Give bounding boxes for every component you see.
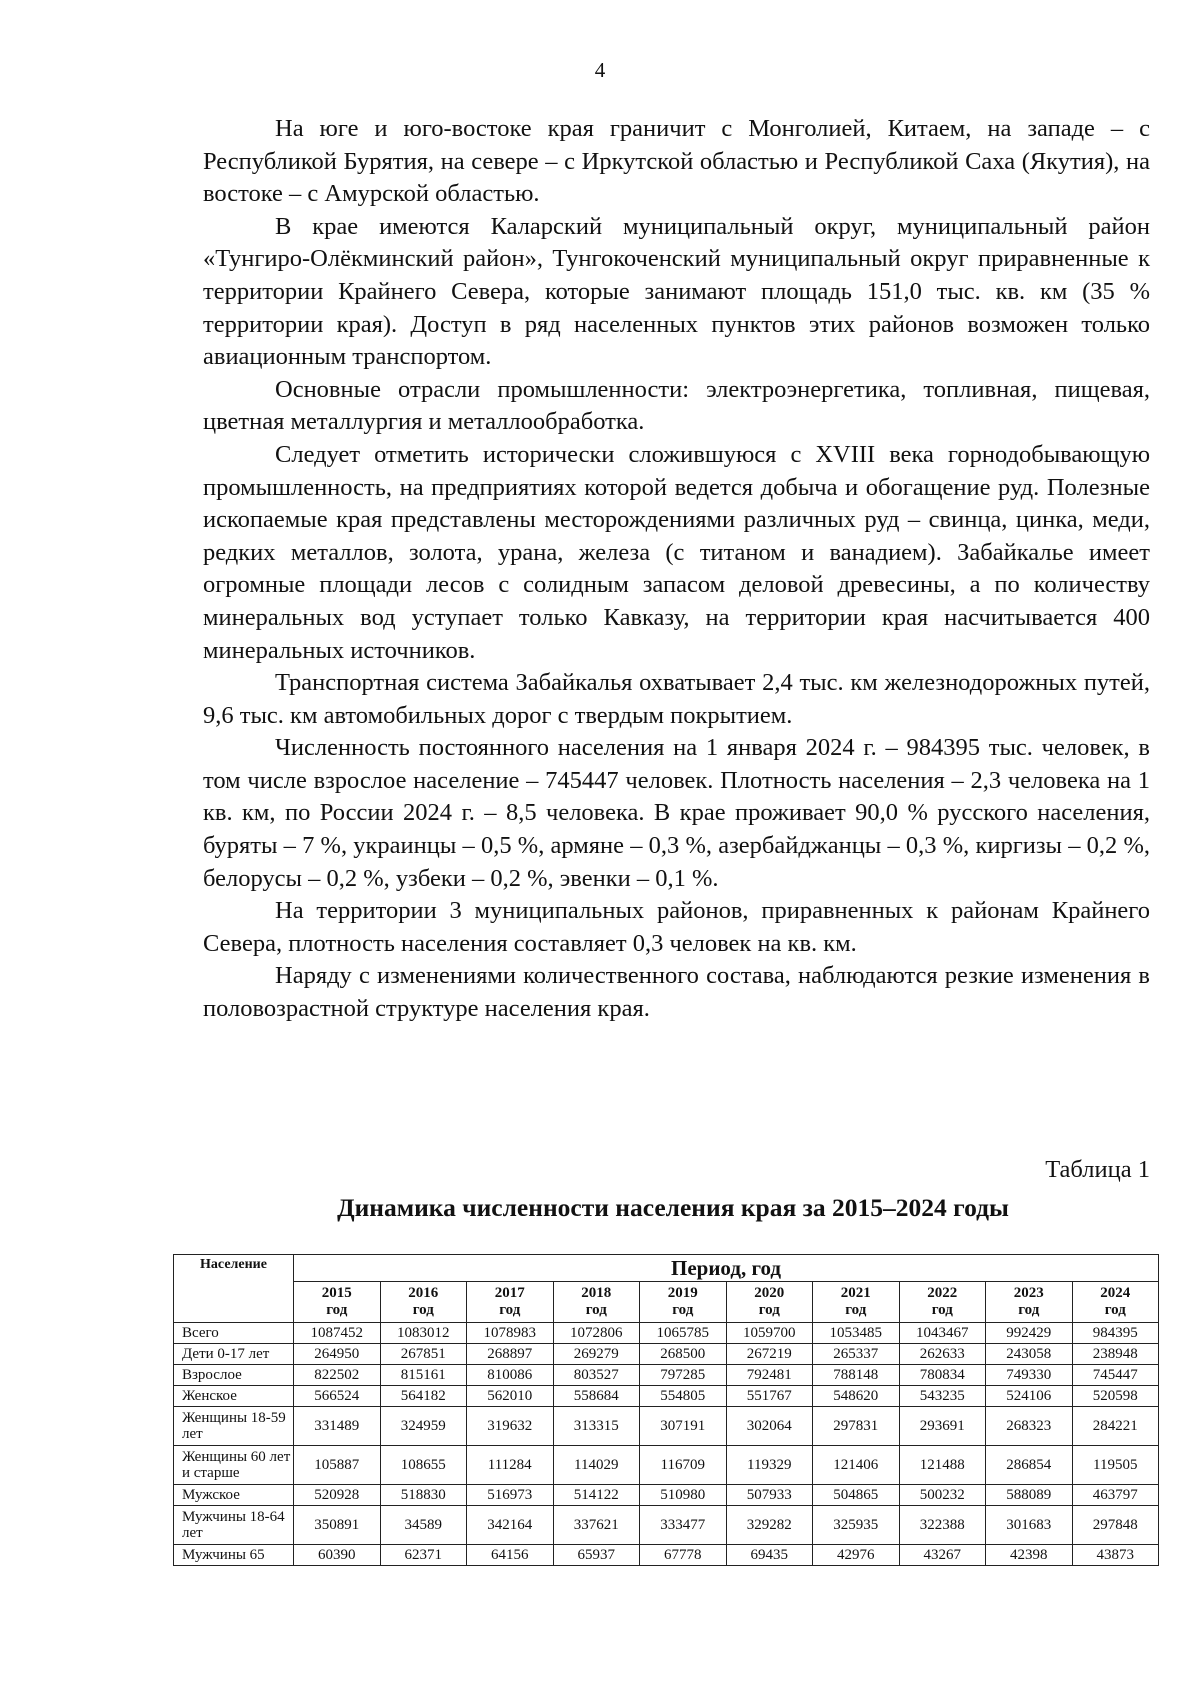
table-cell: 510980	[640, 1485, 727, 1506]
table-cell: 514122	[553, 1485, 640, 1506]
body-text	[203, 113, 1150, 1026]
table-cell: 269279	[553, 1344, 640, 1365]
table-title: Динамика численности населения края за 2015–2024 годы	[337, 1193, 1009, 1222]
table-cell: 342164	[467, 1506, 554, 1545]
year-header	[380, 1282, 467, 1323]
table-cell: 780834	[899, 1365, 986, 1386]
year-header	[899, 1282, 986, 1323]
year-header	[553, 1282, 640, 1323]
table-cell: 297848	[1072, 1506, 1159, 1545]
table-cell: 815161	[380, 1365, 467, 1386]
year-unit: год	[499, 1302, 521, 1318]
table-cell: 749330	[986, 1365, 1073, 1386]
table-cell: 119329	[726, 1446, 813, 1485]
population-table	[173, 1254, 1159, 1566]
table-row	[174, 1545, 1159, 1566]
table-cell: 324959	[380, 1407, 467, 1446]
table-cell: 301683	[986, 1506, 1073, 1545]
year-header-row	[174, 1282, 1159, 1323]
table-cell: 108655	[380, 1446, 467, 1485]
year-value: 2016	[408, 1285, 439, 1301]
year-value: 2022	[927, 1285, 958, 1301]
table-cell: 588089	[986, 1485, 1073, 1506]
table-cell: 564182	[380, 1386, 467, 1407]
table-row	[174, 1344, 1159, 1365]
paragraph: Наряду с изменениями количественного состава, наблюдаются резкие изменения в половозрастной структуре населения края.	[203, 962, 1150, 1023]
table-cell: 42398	[986, 1545, 1073, 1566]
year-value: 2019	[667, 1285, 698, 1301]
table-cell: 1072806	[553, 1323, 640, 1344]
table-cell: 551767	[726, 1386, 813, 1407]
table-cell: 566524	[294, 1386, 381, 1407]
paragraph: Основные отрасли промышленности: электроэнергетика, топливная, пищевая, цветная металлургия и металлообработка.	[203, 375, 1150, 436]
table-label: Таблица 1	[1045, 1156, 1150, 1183]
row-label: Женщины 60 лет и старше	[174, 1446, 294, 1485]
table-cell: 463797	[1072, 1485, 1159, 1506]
table-cell: 121488	[899, 1446, 986, 1485]
table-row	[174, 1323, 1159, 1344]
table-cell: 69435	[726, 1545, 813, 1566]
table-cell: 558684	[553, 1386, 640, 1407]
table-cell: 293691	[899, 1407, 986, 1446]
table-cell: 43873	[1072, 1545, 1159, 1566]
table-cell: 518830	[380, 1485, 467, 1506]
table-row	[174, 1407, 1159, 1446]
table-cell: 119505	[1072, 1446, 1159, 1485]
table-cell: 562010	[467, 1386, 554, 1407]
row-label: Взрослое	[174, 1365, 294, 1386]
year-header	[1072, 1282, 1159, 1323]
table-cell: 262633	[899, 1344, 986, 1365]
table-body	[174, 1323, 1159, 1566]
table-row	[174, 1365, 1159, 1386]
table-cell: 548620	[813, 1386, 900, 1407]
table-cell: 788148	[813, 1365, 900, 1386]
row-label: Всего	[174, 1323, 294, 1344]
year-header	[986, 1282, 1073, 1323]
year-unit: год	[931, 1302, 953, 1318]
table-cell: 1083012	[380, 1323, 467, 1344]
year-unit: год	[326, 1302, 348, 1318]
table-cell: 350891	[294, 1506, 381, 1545]
year-header	[726, 1282, 813, 1323]
table-cell: 331489	[294, 1407, 381, 1446]
year-header	[813, 1282, 900, 1323]
row-label: Мужчины 65	[174, 1545, 294, 1566]
table-cell: 1065785	[640, 1323, 727, 1344]
table-cell: 34589	[380, 1506, 467, 1545]
table-cell: 313315	[553, 1407, 640, 1446]
paragraph: В крае имеются Каларский муниципальный округ, муниципальный район «Тунгиро-Олёкминский район», Тунгокоченский муниципальный округ приравненные к территории Крайнего Севера, которые занимают площадь 151,0 тыс. кв. км (35 % территории края). Доступ в ряд населенных пунктов этих районов возможен только авиационным транспортом.	[203, 212, 1150, 371]
table-cell: 268897	[467, 1344, 554, 1365]
table-cell: 1043467	[899, 1323, 986, 1344]
year-value: 2021	[840, 1285, 871, 1301]
paragraph: Транспортная система Забайкалья охватывает 2,4 тыс. км железнодорожных путей, 9,6 тыс. км автомобильных дорог с твердым покрытием.	[203, 669, 1150, 729]
table-cell: 243058	[986, 1344, 1073, 1365]
table-cell: 822502	[294, 1365, 381, 1386]
row-label: Женщины 18-59 лет	[174, 1407, 294, 1446]
year-unit: год	[585, 1302, 607, 1318]
table-cell: 286854	[986, 1446, 1073, 1485]
table-cell: 42976	[813, 1545, 900, 1566]
table-row	[174, 1485, 1159, 1506]
corner-header: Население	[174, 1255, 294, 1323]
table-cell: 60390	[294, 1545, 381, 1566]
table-cell: 543235	[899, 1386, 986, 1407]
table-cell: 121406	[813, 1446, 900, 1485]
table-cell: 810086	[467, 1365, 554, 1386]
paragraph: На территории 3 муниципальных районов, приравненных к районам Крайнего Севера, плотность населения составляет 0,3 человек на кв. км.	[203, 897, 1150, 957]
table-cell: 329282	[726, 1506, 813, 1545]
year-value: 2018	[581, 1285, 612, 1301]
year-value: 2023	[1013, 1285, 1044, 1301]
year-header	[640, 1282, 727, 1323]
table-cell: 792481	[726, 1365, 813, 1386]
table-cell: 803527	[553, 1365, 640, 1386]
table-cell: 111284	[467, 1446, 554, 1485]
year-unit: год	[758, 1302, 780, 1318]
table-cell: 507933	[726, 1485, 813, 1506]
table-cell: 302064	[726, 1407, 813, 1446]
table-cell: 992429	[986, 1323, 1073, 1344]
table-cell: 307191	[640, 1407, 727, 1446]
table-cell: 984395	[1072, 1323, 1159, 1344]
table-cell: 524106	[986, 1386, 1073, 1407]
table-cell: 1053485	[813, 1323, 900, 1344]
row-label: Мужчины 18-64 лет	[174, 1506, 294, 1545]
table-cell: 500232	[899, 1485, 986, 1506]
page-number: 4	[594, 58, 606, 82]
paragraph: Численность постоянного населения на 1 января 2024 г. – 984395 тыс. человек, в том числе взрослое население – 745447 человек. Плотность населения – 2,3 человека на 1 кв. км, по России 2024 г. – 8,5 человека. В крае проживает 90,0 % русского населения, буряты – 7 %, украинцы – 0,5 %, армяне – 0,3 %, азербайджанцы – 0,3 %, киргизы – 0,2 %, белорусы – 0,2 %, узбеки – 0,2 %, эвенки – 0,1 %.	[203, 734, 1150, 892]
paragraph: Следует отметить исторически сложившуюся с XVIII века горнодобывающую промышленность, на предприятиях которой ведется добыча и обогащение руд. Полезные ископаемые края представлены месторождениями различных руд – свинца, цинка, меди, редких металлов, золота, урана, железа (с титаном и ванадием). Забайкалье имеет огромные площади лесов с солидным запасом деловой древесины, а по количеству минеральных вод уступает только Кавказу, на территории края насчитывается 400 минеральных источников.	[203, 440, 1150, 664]
paragraph: На юге и юго-востоке края граничит с Монголией, Китаем, на западе – с Республикой Бурятия, на севере – с Иркутской областью и Республикой Саха (Якутия), на востоке – с Амурской областью.	[203, 115, 1150, 208]
table-row	[174, 1386, 1159, 1407]
table-cell: 62371	[380, 1545, 467, 1566]
table-cell: 267851	[380, 1344, 467, 1365]
table-cell: 105887	[294, 1446, 381, 1485]
table-cell: 1059700	[726, 1323, 813, 1344]
year-header	[467, 1282, 554, 1323]
table-cell: 745447	[1072, 1365, 1159, 1386]
table-cell: 797285	[640, 1365, 727, 1386]
period-header: Период, год	[294, 1255, 1159, 1282]
year-value: 2017	[494, 1285, 525, 1301]
table-cell: 1087452	[294, 1323, 381, 1344]
table-cell: 520598	[1072, 1386, 1159, 1407]
table-cell: 322388	[899, 1506, 986, 1545]
table-cell: 284221	[1072, 1407, 1159, 1446]
table-cell: 337621	[553, 1506, 640, 1545]
table-cell: 319632	[467, 1407, 554, 1446]
year-value: 2015	[321, 1285, 352, 1301]
year-unit: год	[845, 1302, 867, 1318]
table-cell: 520928	[294, 1485, 381, 1506]
table-cell: 297831	[813, 1407, 900, 1446]
year-unit: год	[1018, 1302, 1040, 1318]
table-cell: 43267	[899, 1545, 986, 1566]
table-cell: 325935	[813, 1506, 900, 1545]
table-cell: 64156	[467, 1545, 554, 1566]
table-cell: 67778	[640, 1545, 727, 1566]
year-header	[294, 1282, 381, 1323]
table-cell: 268500	[640, 1344, 727, 1365]
table-cell: 516973	[467, 1485, 554, 1506]
table-cell: 114029	[553, 1446, 640, 1485]
table-cell: 333477	[640, 1506, 727, 1545]
table-cell: 504865	[813, 1485, 900, 1506]
table-cell: 1078983	[467, 1323, 554, 1344]
table-cell: 267219	[726, 1344, 813, 1365]
year-unit: год	[672, 1302, 694, 1318]
year-unit: год	[412, 1302, 434, 1318]
table-cell: 116709	[640, 1446, 727, 1485]
table-cell: 65937	[553, 1545, 640, 1566]
table-cell: 554805	[640, 1386, 727, 1407]
row-label: Женское	[174, 1386, 294, 1407]
table-row	[174, 1506, 1159, 1545]
table-row	[174, 1446, 1159, 1485]
table-cell: 238948	[1072, 1344, 1159, 1365]
table-cell: 264950	[294, 1344, 381, 1365]
year-unit: год	[1104, 1302, 1126, 1318]
year-value: 2020	[754, 1285, 785, 1301]
row-label: Мужское	[174, 1485, 294, 1506]
table-cell: 265337	[813, 1344, 900, 1365]
table-cell: 268323	[986, 1407, 1073, 1446]
row-label: Дети 0-17 лет	[174, 1344, 294, 1365]
year-value: 2024	[1100, 1285, 1131, 1301]
